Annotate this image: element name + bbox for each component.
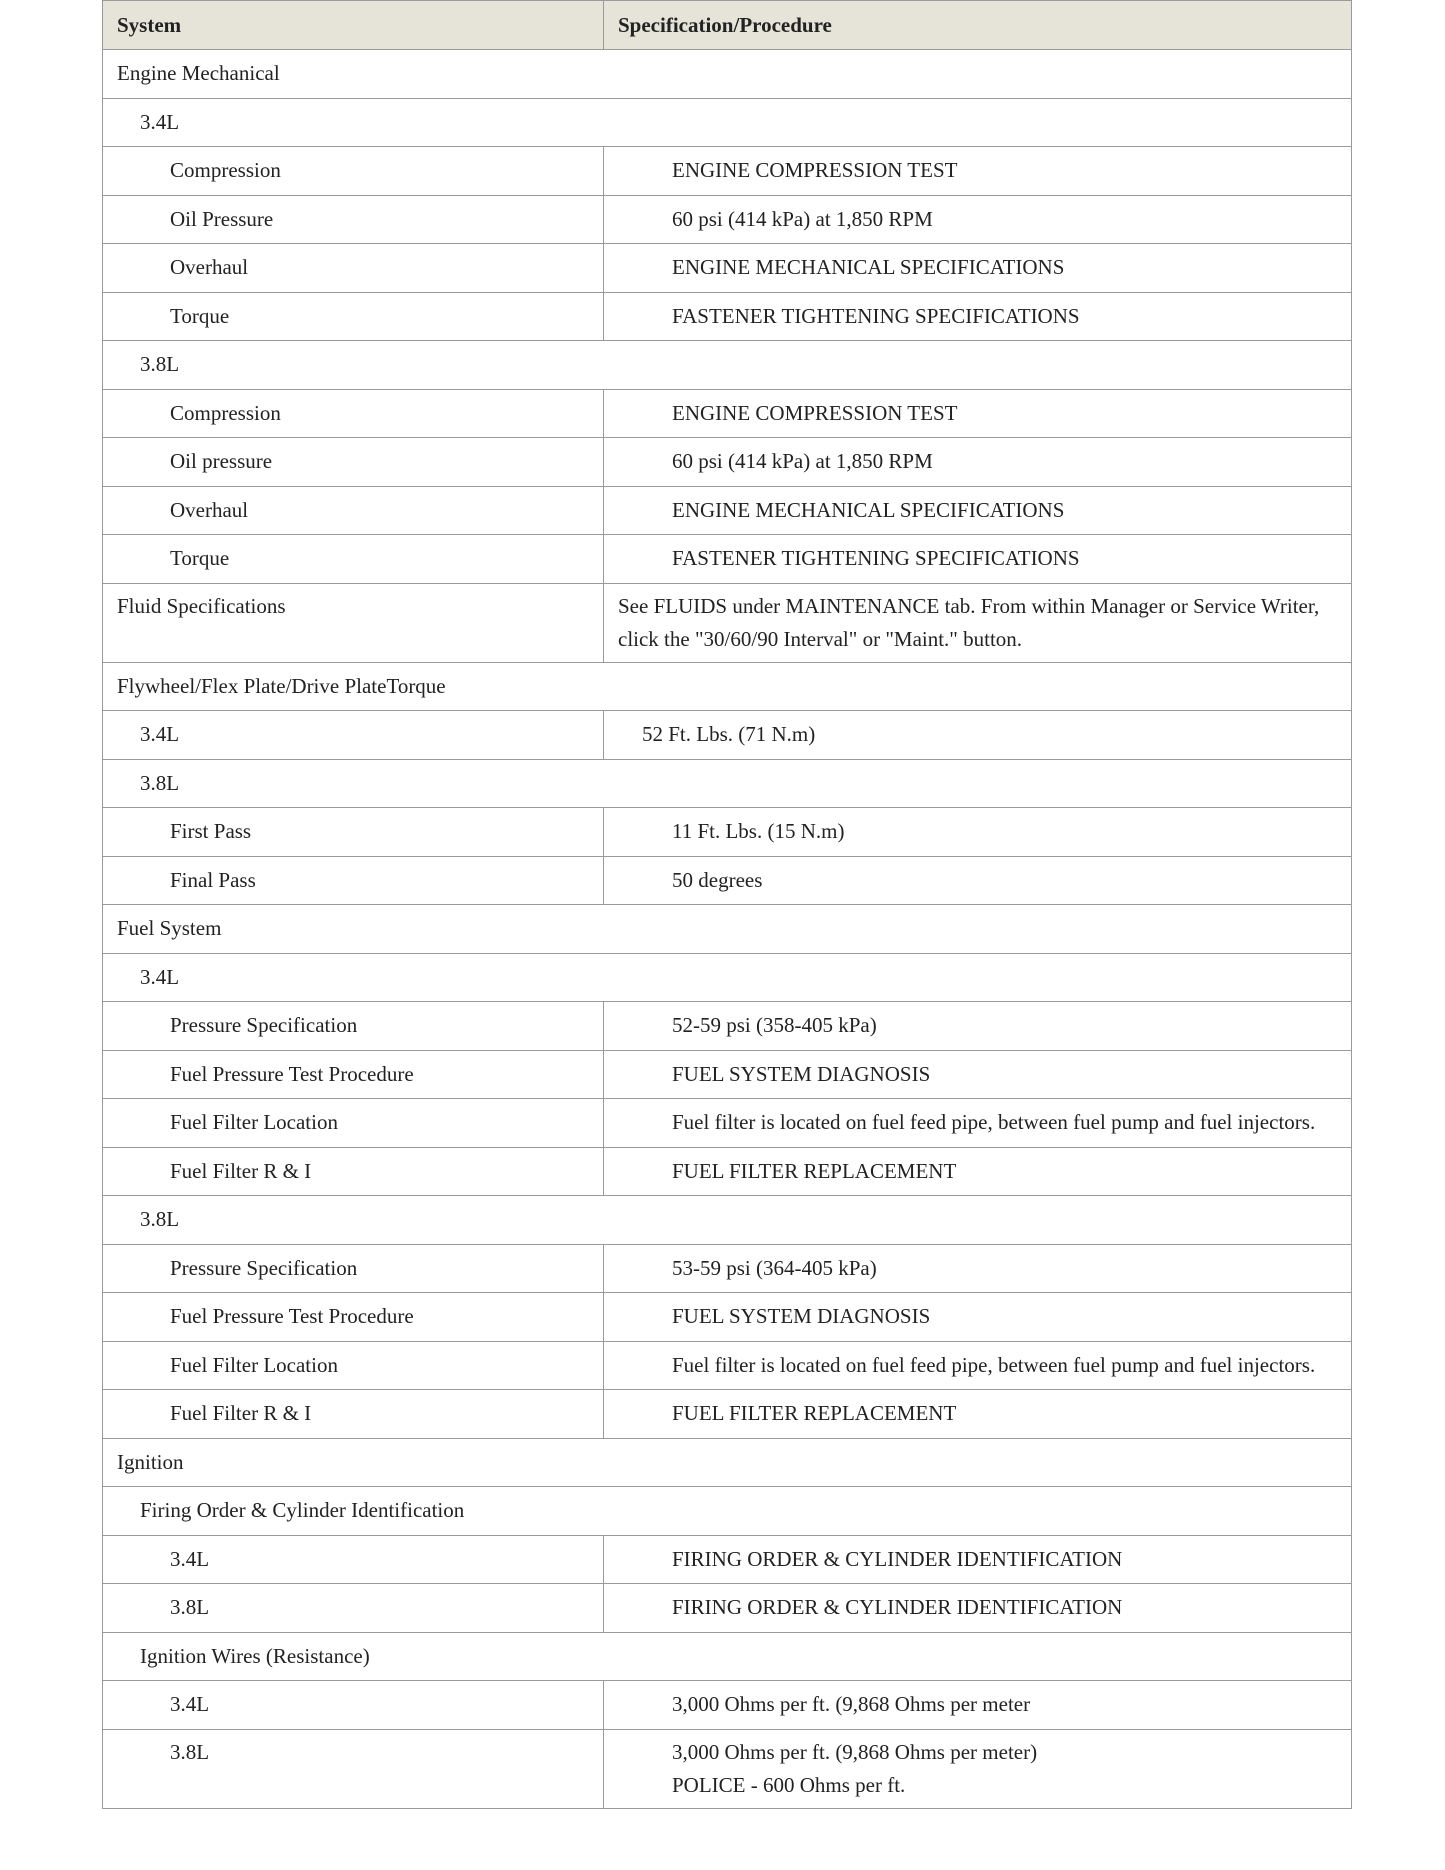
system-cell: 3.4L (103, 1535, 604, 1584)
specification-line: POLICE - 600 Ohms per ft. (672, 1772, 906, 1797)
system-cell: Torque (103, 292, 604, 341)
specification-line: 3,000 Ohms per ft. (9,868 Ohms per meter) (672, 1739, 1038, 1764)
table-row (103, 1487, 1352, 1536)
table-row (103, 1147, 1352, 1196)
system-cell: Pressure Specification (103, 1244, 604, 1293)
system-cell: Fuel Filter R & I (103, 1147, 604, 1196)
table-row (103, 389, 1352, 438)
system-cell: Flywheel/Flex Plate/Drive PlateTorque (103, 662, 1352, 711)
specification-cell: 53-59 psi (364-405 kPa) (604, 1244, 1352, 1293)
column-header-specification: Specification/Procedure (604, 1, 1352, 50)
table-row (103, 292, 1352, 341)
table-row (103, 856, 1352, 905)
table-row (103, 1099, 1352, 1148)
table-row (103, 147, 1352, 196)
system-cell: Overhaul (103, 486, 604, 535)
system-cell: Fuel Filter R & I (103, 1390, 604, 1439)
table-row (103, 759, 1352, 808)
table-row (103, 1002, 1352, 1051)
system-cell: Fuel Pressure Test Procedure (103, 1293, 604, 1342)
specification-cell: ENGINE COMPRESSION TEST (604, 147, 1352, 196)
system-cell: Compression (103, 389, 604, 438)
specification-cell: 60 psi (414 kPa) at 1,850 RPM (604, 438, 1352, 487)
table-body (103, 50, 1352, 1809)
system-cell: Pressure Specification (103, 1002, 604, 1051)
table-row (103, 1729, 1352, 1808)
specification-cell: FUEL FILTER REPLACEMENT (604, 1390, 1352, 1439)
table-row (103, 1244, 1352, 1293)
system-cell: Fuel Filter Location (103, 1341, 604, 1390)
specifications-table (102, 0, 1352, 1809)
specification-cell: 52-59 psi (358-405 kPa) (604, 1002, 1352, 1051)
specification-cell: FUEL FILTER REPLACEMENT (604, 1147, 1352, 1196)
system-cell: Final Pass (103, 856, 604, 905)
table-row (103, 1196, 1352, 1245)
table-row (103, 98, 1352, 147)
system-cell: Torque (103, 535, 604, 584)
specification-cell: ENGINE MECHANICAL SPECIFICATIONS (604, 486, 1352, 535)
system-cell: 3.4L (103, 1681, 604, 1730)
column-header-system: System (103, 1, 604, 50)
specification-cell: FUEL SYSTEM DIAGNOSIS (604, 1293, 1352, 1342)
table-row (103, 1584, 1352, 1633)
table-row (103, 486, 1352, 535)
table-row (103, 535, 1352, 584)
system-cell: 3.8L (103, 759, 1352, 808)
specification-cell: FIRING ORDER & CYLINDER IDENTIFICATION (604, 1584, 1352, 1633)
system-cell: Ignition Wires (Resistance) (103, 1632, 1352, 1681)
specification-cell: 60 psi (414 kPa) at 1,850 RPM (604, 195, 1352, 244)
table-row (103, 438, 1352, 487)
specification-cell: FASTENER TIGHTENING SPECIFICATIONS (604, 292, 1352, 341)
table-row (103, 583, 1352, 662)
table-row (103, 711, 1352, 760)
specification-line: click the "30/60/90 Interval" or "Maint." button. (618, 626, 1023, 651)
table-row (103, 953, 1352, 1002)
table-row (103, 244, 1352, 293)
table-row (103, 1050, 1352, 1099)
system-cell: Compression (103, 147, 604, 196)
system-cell: 3.8L (103, 1584, 604, 1633)
specification-cell: FIRING ORDER & CYLINDER IDENTIFICATION (604, 1535, 1352, 1584)
system-cell: Fuel System (103, 905, 1352, 954)
specification-cell: 11 Ft. Lbs. (15 N.m) (604, 808, 1352, 857)
system-cell: Fuel Pressure Test Procedure (103, 1050, 604, 1099)
system-cell: Fuel Filter Location (103, 1099, 604, 1148)
system-cell: Fluid Specifications (103, 583, 604, 662)
table-row (103, 808, 1352, 857)
system-cell: Oil pressure (103, 438, 604, 487)
specification-cell: FASTENER TIGHTENING SPECIFICATIONS (604, 535, 1352, 584)
system-cell: 3.4L (103, 711, 604, 760)
system-cell: Oil Pressure (103, 195, 604, 244)
system-cell: Overhaul (103, 244, 604, 293)
specification-cell: 52 Ft. Lbs. (71 N.m) (604, 711, 1352, 760)
table-row (103, 195, 1352, 244)
table-row (103, 341, 1352, 390)
system-cell: Ignition (103, 1438, 1352, 1487)
specification-cell: FUEL SYSTEM DIAGNOSIS (604, 1050, 1352, 1099)
specification-line: See FLUIDS under MAINTENANCE tab. From within Manager or Service Writer, (618, 593, 1320, 618)
table-row (103, 1341, 1352, 1390)
specification-cell: ENGINE COMPRESSION TEST (604, 389, 1352, 438)
specification-cell: 3,000 Ohms per ft. (9,868 Ohms per meter (604, 1681, 1352, 1730)
specification-cell: Fuel filter is located on fuel feed pipe, between fuel pump and fuel injectors. (604, 1341, 1352, 1390)
system-cell: Firing Order & Cylinder Identification (103, 1487, 1352, 1536)
specification-cell: ENGINE MECHANICAL SPECIFICATIONS (604, 244, 1352, 293)
specification-cell (604, 1729, 1352, 1808)
specification-cell: 50 degrees (604, 856, 1352, 905)
table-row (103, 1681, 1352, 1730)
table-row (103, 1293, 1352, 1342)
system-cell: 3.8L (103, 1196, 1352, 1245)
table-row (103, 50, 1352, 99)
table-row (103, 905, 1352, 954)
table-row (103, 1535, 1352, 1584)
table-row (103, 1390, 1352, 1439)
specification-cell: Fuel filter is located on fuel feed pipe, between fuel pump and fuel injectors. (604, 1099, 1352, 1148)
system-cell: First Pass (103, 808, 604, 857)
system-cell: 3.8L (103, 1729, 604, 1808)
table-header-row (103, 1, 1352, 50)
system-cell: Engine Mechanical (103, 50, 1352, 99)
system-cell: 3.8L (103, 341, 1352, 390)
table-row (103, 1438, 1352, 1487)
table-row (103, 662, 1352, 711)
system-cell: 3.4L (103, 953, 1352, 1002)
table-row (103, 1632, 1352, 1681)
system-cell: 3.4L (103, 98, 1352, 147)
specification-cell (604, 583, 1352, 662)
